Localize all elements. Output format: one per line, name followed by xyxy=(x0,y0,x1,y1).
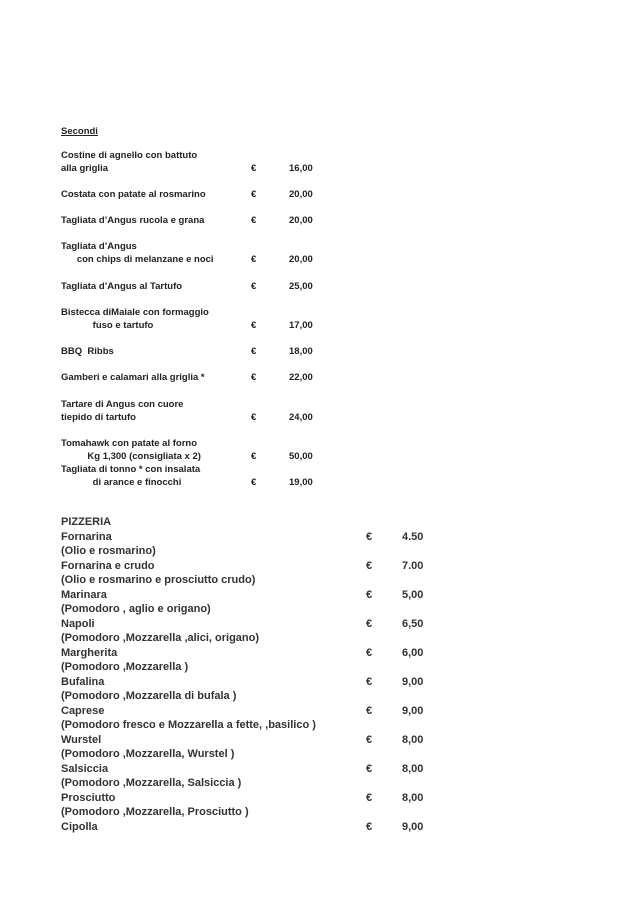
pizza-description: (Olio e rosmarino e prosciutto crudo) xyxy=(61,574,256,586)
pizza-name: Caprese xyxy=(61,705,105,717)
item-name-line1: BBQ Ribbs xyxy=(61,346,114,357)
currency-symbol: € xyxy=(251,281,257,292)
currency-symbol: € xyxy=(251,163,257,174)
pizza-description: (Olio e rosmarino) xyxy=(61,545,156,557)
item-price: 20,00 xyxy=(289,254,313,265)
pizza-price: 6,00 xyxy=(402,647,424,659)
pizza-description: (Pomodoro ,Mozzarella, Prosciutto ) xyxy=(61,806,249,818)
pizza-name: Wurstel xyxy=(61,734,102,746)
item-name-line1: Tagliata di tonno * con insalata xyxy=(61,464,201,475)
currency-symbol: € xyxy=(366,531,373,543)
item-name-line1: Costata con patate al rosmarino xyxy=(61,189,206,200)
pizza-name: Bufalina xyxy=(61,676,105,688)
pizza-price: 8,00 xyxy=(402,792,424,804)
item-name-line2: di arance e finocchi xyxy=(61,477,182,488)
pizza-description: (Pomodoro ,Mozzarella ,alici, origano) xyxy=(61,632,260,644)
item-name-line2: Kg 1,300 (consigliata x 2) xyxy=(61,451,201,462)
item-price: 16,00 xyxy=(289,163,313,174)
item-price: 20,00 xyxy=(289,189,313,200)
currency-symbol: € xyxy=(366,647,373,659)
pizza-description: (Pomodoro ,Mozzarella di bufala ) xyxy=(61,690,237,702)
currency-symbol: € xyxy=(366,676,373,688)
currency-symbol: € xyxy=(251,346,257,357)
pizza-name: Margherita xyxy=(61,647,118,659)
currency-symbol: € xyxy=(366,821,373,833)
pizza-description: (Pomodoro ,Mozzarella, Salsiccia ) xyxy=(61,777,242,789)
currency-symbol: € xyxy=(366,618,373,630)
pizza-price: 7.00 xyxy=(402,560,424,572)
pizza-price: 8,00 xyxy=(402,734,424,746)
currency-symbol: € xyxy=(251,189,257,200)
pizza-description: (Pomodoro ,Mozzarella, Wurstel ) xyxy=(61,748,235,760)
currency-symbol: € xyxy=(366,589,373,601)
pizza-price: 9,00 xyxy=(402,705,424,717)
pizza-name: Salsiccia xyxy=(61,763,109,775)
pizza-name: Napoli xyxy=(61,618,95,630)
item-name-line1: Gamberi e calamari alla griglia * xyxy=(61,372,205,383)
item-name-line1: Bistecca diMaiale con formaggio xyxy=(61,307,209,318)
pizza-price: 9,00 xyxy=(402,821,424,833)
item-name-line1: Costine di agnello con battuto xyxy=(61,150,198,161)
item-name-line1: Tagliata d’Angus xyxy=(61,241,137,252)
item-price: 19,00 xyxy=(289,477,313,488)
pizza-name: Fornarina xyxy=(61,531,112,543)
item-price: 18,00 xyxy=(289,346,313,357)
item-price: 24,00 xyxy=(289,412,313,423)
item-price: 17,00 xyxy=(289,320,313,331)
pizza-name: Prosciutto xyxy=(61,792,116,804)
item-name-line2: tiepido di tartufo xyxy=(61,412,136,423)
currency-symbol: € xyxy=(366,763,373,775)
pizza-price: 8,00 xyxy=(402,763,424,775)
item-name-line1: Tagliata d’Angus rucola e grana xyxy=(61,215,205,226)
pizza-price: 5,00 xyxy=(402,589,424,601)
currency-symbol: € xyxy=(251,412,257,423)
pizza-description: (Pomodoro ,Mozzarella ) xyxy=(61,661,189,673)
currency-symbol: € xyxy=(251,254,257,265)
item-name-line1: Tomahawk con patate al forno xyxy=(61,438,198,449)
item-name-line1: Tartare di Angus con cuore xyxy=(61,399,184,410)
currency-symbol: € xyxy=(251,451,257,462)
currency-symbol: € xyxy=(251,372,257,383)
currency-symbol: € xyxy=(366,734,373,746)
currency-symbol: € xyxy=(366,705,373,717)
item-name-line1: Tagliata d’Angus al Tartufo xyxy=(61,281,183,292)
item-price: 25,00 xyxy=(289,281,313,292)
item-price: 22,00 xyxy=(289,372,313,383)
pizza-description: (Pomodoro , aglio e origano) xyxy=(61,603,211,615)
currency-symbol: € xyxy=(251,215,257,226)
item-name-line2: fuso e tartufo xyxy=(61,320,154,331)
item-name-line2: alla griglia xyxy=(61,163,108,174)
currency-symbol: € xyxy=(251,477,257,488)
pizza-price: 6,50 xyxy=(402,618,424,630)
pizza-name: Cipolla xyxy=(61,821,98,833)
currency-symbol: € xyxy=(251,320,257,331)
currency-symbol: € xyxy=(366,792,373,804)
pizza-price: 9,00 xyxy=(402,676,424,688)
pizza-description: (Pomodoro fresco e Mozzarella a fette, ,basilico ) xyxy=(61,719,316,731)
secondi-title: Secondi xyxy=(61,126,98,137)
item-name-line2: con chips di melanzane e noci xyxy=(61,254,214,265)
pizza-name: Marinara xyxy=(61,589,107,601)
pizza-price: 4.50 xyxy=(402,531,424,543)
item-price: 20,00 xyxy=(289,215,313,226)
pizzeria-title: PIZZERIA xyxy=(61,516,112,528)
item-price: 50,00 xyxy=(289,451,313,462)
currency-symbol: € xyxy=(366,560,373,572)
pizza-name: Fornarina e crudo xyxy=(61,560,155,572)
